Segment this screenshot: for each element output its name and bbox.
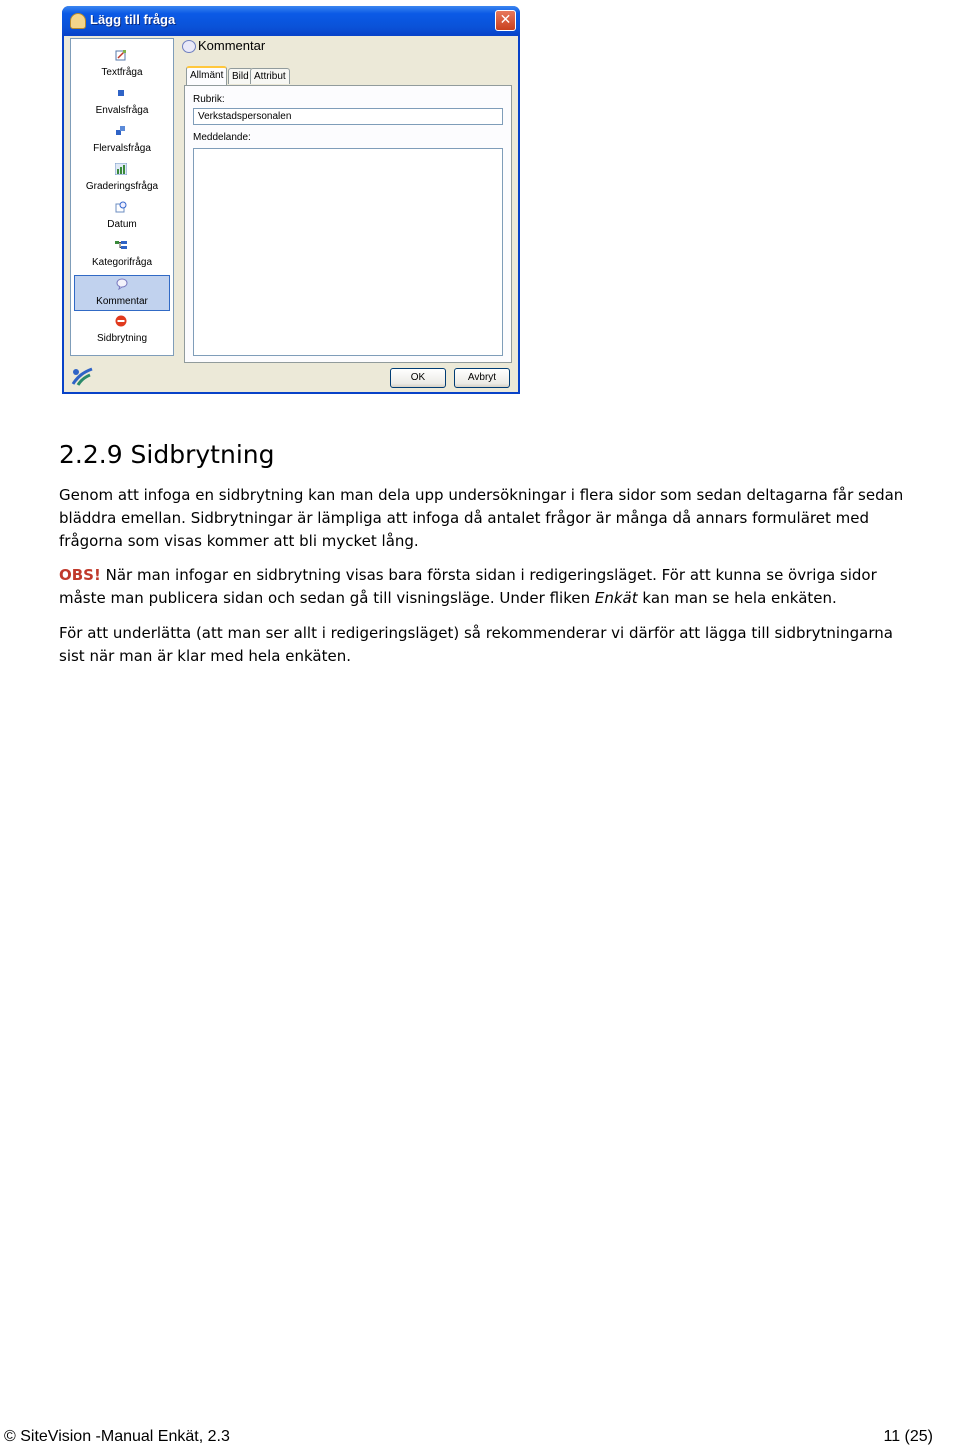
obs-paragraph-line [59, 587, 959, 610]
question-type-label: Datum [107, 219, 137, 230]
paragraph-line: bläddra emellan. Sidbrytningar är lämpliga att infoga då antalet frågor är många då annars formuläret med [59, 509, 869, 527]
dialog-title: Lägg till fråga [90, 12, 176, 27]
question-type-page-break[interactable] [74, 313, 170, 349]
sitevision-logo-icon [70, 366, 96, 388]
multiple-choice-icon [115, 125, 127, 137]
question-type-label: Graderingsfråga [85, 181, 159, 192]
obs-label: OBS! [59, 566, 101, 584]
question-type-list [70, 38, 174, 356]
obs-text: måste man publicera sidan och sedan gå till visningsläge. Under fliken [59, 589, 595, 607]
question-type-label: Textfråga [101, 67, 143, 78]
paragraph-line: sist när man är klar med hela enkäten. [59, 647, 351, 665]
cancel-button[interactable]: Avbryt [454, 368, 510, 388]
question-type-date[interactable] [74, 199, 170, 235]
question-type-comment[interactable] [74, 275, 170, 311]
question-type-label: Kommentar [96, 296, 148, 307]
obs-text: När man infogar en sidbrytning visas bara första sidan i redigeringsläget. För att kunna se övriga sidor [100, 566, 877, 584]
question-type-label: Sidbrytning [96, 333, 148, 344]
paragraph-line: För att underlätta (att man ser allt i redigeringsläget) så rekommenderar vi därför att lägga till sidbrytningarna [59, 624, 893, 642]
emphasis-enkat: Enkät [594, 589, 638, 607]
footer-copyright: © SiteVision -Manual Enkät, 2.3 [4, 1428, 230, 1445]
paragraph-line: Genom att infoga en sidbrytning kan man dela upp undersökningar i flera sidor som sedan deltagarna får sedan [59, 486, 904, 504]
paragraph-line: frågorna som visas kommer att bli mycket lång. [59, 532, 419, 550]
question-type-label: Kategorifråga [91, 257, 153, 268]
obs-paragraph-line [59, 564, 959, 587]
meddelande-textarea[interactable] [193, 148, 503, 356]
comment-icon [116, 278, 128, 290]
category-question-icon [115, 239, 127, 251]
add-question-dialog [62, 6, 520, 394]
question-type-single-choice[interactable] [74, 85, 170, 121]
panel-title: Kommentar [198, 38, 266, 53]
close-icon: ✕ [499, 12, 512, 28]
footer-page-number: 11 (25) [883, 1428, 933, 1445]
dialog-titlebar [62, 6, 520, 36]
question-type-category[interactable] [74, 237, 170, 273]
question-type-text[interactable] [74, 47, 170, 83]
rubrik-label: Rubrik: [193, 94, 225, 105]
page-break-icon [115, 315, 127, 327]
app-icon [70, 13, 86, 29]
comment-icon [182, 40, 196, 53]
tab-attributes[interactable]: Attribut [250, 68, 290, 84]
ok-button[interactable]: OK [390, 368, 446, 388]
rating-question-icon [115, 163, 127, 175]
tab-image[interactable]: Bild [228, 68, 253, 84]
single-choice-icon [115, 87, 127, 99]
close-button[interactable] [495, 10, 516, 31]
question-type-multiple-choice[interactable] [74, 123, 170, 159]
question-type-label: Envalsfråga [95, 105, 149, 116]
section-heading: 2.2.9 Sidbrytning [59, 440, 275, 469]
question-type-label: Flervalsfråga [93, 143, 151, 154]
meddelande-label: Meddelande: [193, 132, 251, 143]
question-type-rating[interactable] [74, 161, 170, 197]
tab-general[interactable]: Allmänt [186, 66, 227, 86]
tab-panel [184, 85, 512, 363]
obs-text: kan man se hela enkäten. [637, 589, 837, 607]
rubrik-input[interactable]: Verkstadspersonalen [193, 108, 503, 125]
date-icon [115, 201, 127, 213]
text-question-icon [115, 49, 127, 61]
